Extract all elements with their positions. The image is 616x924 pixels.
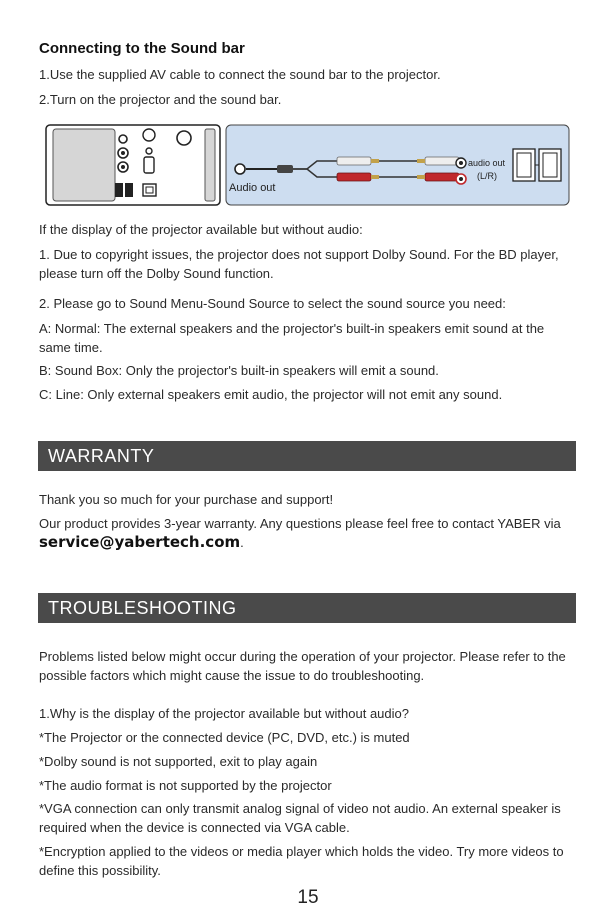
- bullet-5: *Encryption applied to the videos or media player which holds the video. Try more videos to define this possibility.: [39, 844, 564, 878]
- option-a: A: Normal: The external speakers and the projector's built-in speakers emit sound at the same time.: [39, 321, 545, 355]
- option-b: B: Sound Box: Only the projector's built-in speakers will emit a sound.: [39, 363, 439, 378]
- section-heading-sound-bar: Connecting to the Sound bar: [39, 40, 245, 57]
- support-email: service@yabertech.com: [39, 533, 241, 551]
- troubleshooting-question-1: 1.Why is the display of the projector available but without audio?: [39, 706, 409, 721]
- lr-label: (L/R): [477, 171, 497, 181]
- warranty-banner: WARRANTY: [38, 441, 576, 471]
- warranty-thanks: Thank you so much for your purchase and support!: [39, 492, 334, 507]
- no-audio-intro: If the display of the projector available but without audio:: [39, 222, 363, 237]
- troubleshooting-banner: TROUBLESHOOTING: [38, 593, 576, 623]
- no-audio-item-1: 1. Due to copyright issues, the projector does not support Dolby Sound. For the BD player, please turn off the Dolby Sound function.: [39, 247, 559, 281]
- audio-out-left-label: Audio out: [229, 182, 276, 194]
- troubleshooting-intro: Problems listed below might occur during the operation of your projector. Please refer to the possible factors which might cause the issue to do troubleshooting.: [39, 649, 566, 683]
- warranty-period: .: [240, 535, 244, 550]
- connection-diagram: [45, 123, 571, 207]
- bullet-1: *The Projector or the connected device (PC, DVD, etc.) is muted: [39, 730, 410, 745]
- warranty-body: Our product provides 3-year warranty. Any questions please feel free to contact YABER via: [39, 516, 561, 531]
- no-audio-item-2: 2. Please go to Sound Menu-Sound Source to select the sound source you need:: [39, 296, 506, 311]
- page-number: 15: [297, 887, 319, 908]
- step-1: 1.Use the supplied AV cable to connect the sound bar to the projector.: [39, 67, 441, 82]
- audio-out-right-label: audio out: [468, 158, 506, 168]
- step-2: 2.Turn on the projector and the sound bar.: [39, 92, 282, 107]
- warranty-text: [39, 514, 579, 552]
- projector-panel-illustration: [46, 125, 220, 205]
- bullet-2: *Dolby sound is not supported, exit to play again: [39, 754, 318, 769]
- bullet-4: *VGA connection can only transmit analog signal of video not audio. An external speaker is required when the device is connected via VGA cable.: [39, 801, 561, 835]
- bullet-3: *The audio format is not supported by the projector: [39, 778, 332, 793]
- option-c: C: Line: Only external speakers emit audio, the projector will not emit any sound.: [39, 387, 503, 402]
